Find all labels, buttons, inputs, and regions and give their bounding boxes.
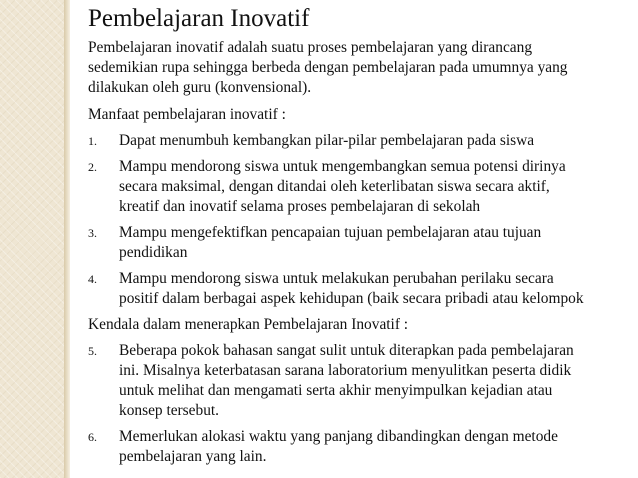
- list-item: [88, 341, 634, 421]
- list-item: [88, 157, 634, 217]
- list-item-line: kreatif dan inovatif selama proses pembelajaran di sekolah: [119, 198, 481, 215]
- list-item-line: Mampu mengefektifkan pencapaian tujuan pembelajaran atau tujuan: [119, 224, 542, 241]
- list-item-line: Memerlukan alokasi waktu yang panjang dibandingkan dengan metode: [119, 428, 558, 445]
- list-item-line: untuk melihat dan mengamati serta akhir menyimpulkan kejadian atau: [119, 382, 553, 399]
- list-item-line: pendidikan: [119, 244, 188, 261]
- list-number: 4.: [88, 272, 97, 286]
- list-item-line: Mampu mendorong siswa untuk melakukan perubahan perilaku secara: [119, 270, 554, 287]
- decorative-side-rule: [64, 0, 70, 478]
- list-item: [88, 427, 634, 467]
- list-item: [88, 131, 634, 151]
- benefits-list: [88, 131, 634, 309]
- intro-line: dilakukan oleh guru (konvensional).: [88, 79, 312, 96]
- list-number: 1.: [88, 134, 97, 148]
- slide-content: [88, 4, 634, 473]
- list-item-line: ini. Misalnya keterbatasan sarana laboratorium menyulitkan peserta didik: [119, 362, 572, 379]
- intro-line: Pembelajaran inovatif adalah suatu proses pembelajaran yang dirancang: [88, 39, 533, 56]
- list-number: 2.: [88, 160, 97, 174]
- list-item: [88, 223, 634, 263]
- intro-line: sedemikian rupa sehingga berbeda dengan pembelajaran pada umumnya yang: [88, 59, 568, 76]
- list-item-line: Mampu mendorong siswa untuk mengembangkan semua potensi dirinya: [119, 158, 566, 175]
- list-item-line: konsep tersebut.: [119, 402, 220, 419]
- intro-paragraph: [88, 38, 634, 98]
- list-item-line: positif dalam berbagai aspek kehidupan (baik secara pribadi atau kelompok: [119, 290, 584, 307]
- list-number: 3.: [88, 226, 97, 240]
- list-item-line: pembelajaran yang lain.: [119, 448, 267, 465]
- list-number: 6.: [88, 430, 97, 444]
- decorative-side-strip: [0, 0, 64, 478]
- obstacles-heading: Kendala dalam menerapkan Pembelajaran Inovatif :: [88, 316, 409, 333]
- benefits-heading: Manfaat pembelajaran inovatif :: [88, 106, 286, 123]
- slide-title: Pembelajaran Inovatif: [88, 5, 310, 32]
- list-number: 5.: [88, 344, 97, 358]
- obstacles-list: [88, 341, 634, 467]
- list-item-line: secara maksimal, dengan ditandai oleh keterlibatan siswa secara aktif,: [119, 178, 550, 195]
- list-item-line: Beberapa pokok bahasan sangat sulit untuk diterapkan pada pembelajaran: [119, 342, 574, 359]
- list-item-line: Dapat menumbuh kembangkan pilar-pilar pembelajaran pada siswa: [119, 132, 535, 149]
- list-item: [88, 269, 634, 309]
